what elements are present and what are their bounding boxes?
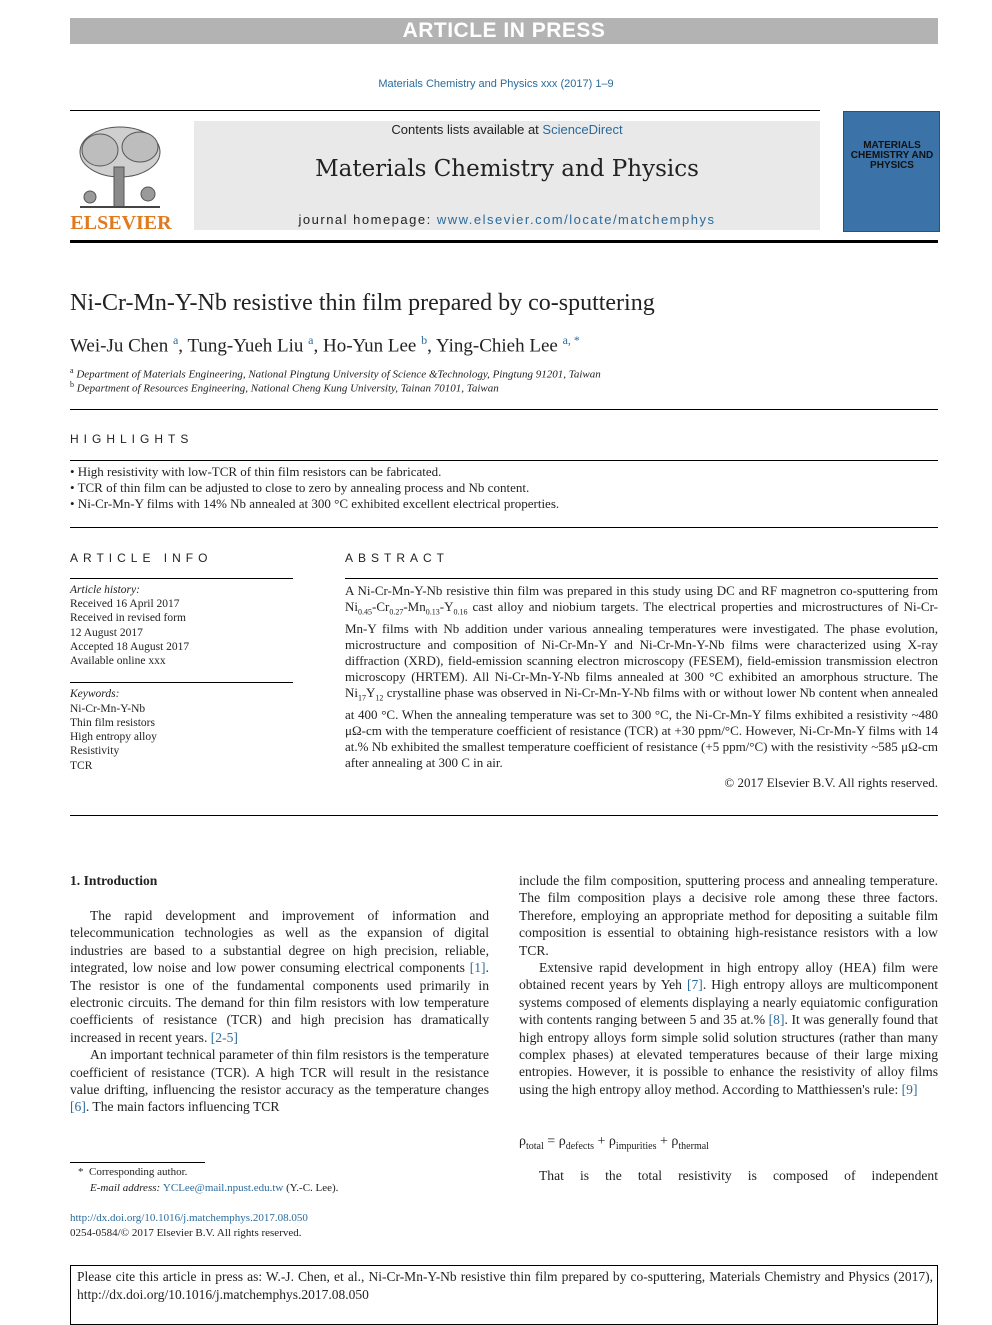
history-line: 12 August 2017 [70,627,143,639]
highlights-rule-bottom [70,527,938,528]
abstract-heading: ABSTRACT [345,551,450,565]
journal-citation-line[interactable]: Materials Chemistry and Physics xxx (2017) 1–9 [378,78,614,90]
affiliation-a [70,366,601,381]
author-name[interactable]: Tung-Yueh Liu [187,335,304,357]
history-line: Accepted 18 August 2017 [70,641,190,653]
reference-link[interactable]: [6] [70,1099,86,1115]
footnote-rule [70,1162,205,1163]
author-affiliation-mark[interactable]: a [172,333,179,347]
highlight-item: • Ni-Cr-Mn-Y films with 14% Nb annealed at 300 °C exhibited excellent electrical properties. [70,496,560,511]
reference-link[interactable]: [8] [768,1012,785,1028]
affiliation-mark: a [70,366,74,375]
affiliation-mark: b [70,380,74,389]
history-line: Received in revised form [70,612,186,624]
doi-link[interactable]: http://dx.doi.org/10.1016/j.matchemphys.2017.08.050 [70,1212,308,1224]
highlights-rule-top [70,460,938,461]
highlight-item: • TCR of thin film can be adjusted to close to zero by annealing process and Nb content. [70,480,530,495]
right-column-continuation: That is the total resistivity is composed of independent [539,1168,938,1183]
keyword: Ni-Cr-Mn-Y-Nb [70,703,146,715]
sciencedirect-link[interactable]: ScienceDirect [542,122,623,137]
author-name[interactable]: Ho-Yun Lee [322,335,417,357]
email-link[interactable]: YCLee@mail.npust.edu.tw [162,1182,284,1194]
journal-cover-title: MATERIALS CHEMISTRY AND PHYSICS [850,140,934,171]
affiliation-text: Department of Materials Engineering, National Pingtung University of Science &Technology, Pingtung 91201, Taiwan [76,368,601,381]
issn-line: 0254-0584/© 2017 Elsevier B.V. All rights reserved. [70,1227,302,1239]
reference-link[interactable]: [2-5] [210,1029,238,1045]
affiliation-text: Department of Resources Engineering, National Cheng Kung University, Tainan 70101, Taiwan [76,382,499,395]
reference-link[interactable]: [7] [686,977,703,993]
keywords-rule [70,682,293,683]
keyword: Thin film resistors [70,717,155,729]
journal-homepage [194,212,820,227]
contents-available [194,122,820,137]
history-line: Available online xxx [70,655,166,667]
history-line: Received 16 April 2017 [70,598,180,610]
highlight-item: • High resistivity with low-TCR of thin film resistors can be fabricated. [70,464,442,479]
keyword: Resistivity [70,745,120,757]
introduction-heading: 1. Introduction [70,873,158,888]
homepage-link[interactable]: www.elsevier.com/locate/matchemphys [436,212,716,227]
matthiessen-rule-formula: $\rho_{total} = \rho_{defects} + \rho_{impurities} + \rho_{thermal}$ [519,1134,709,1152]
left-column-text: The rapid development and improvement of information and telecommunication technologies as well as the expansion of digital industries are based to a substantial degree on high precision, reliable, integrated, low noise and low power consuming electrical components [1]. The resistor is one of the fundamental components used primarily in electronic circuits. The demand for thin film resistors with low temperature coefficients of resistance (TCR) and high precision has dramatically increased in recent years. [2-5] An important technical parameter of thin film resistors is the temperature coefficient of resistance (TCR). A high TCR will result in the resistance value drifting, influencing the resistor accuracy as the temperature changes [6]. The main factors influencing TCR [70,908,489,1115]
history-label: Article history: [70,584,140,596]
author-name[interactable]: Ying-Chieh Lee [435,335,558,357]
contents-prefix: Contents lists available at [391,122,543,137]
author-affiliation-mark[interactable]: b [421,333,428,347]
journal-title: Materials Chemistry and Physics [315,156,699,182]
email-note: E-mail address: YCLee@mail.npust.edu.tw (Y.-C. Lee). [90,1182,339,1194]
author-list: Wei-Ju Chen $^a$, Tung-Yueh Liu $^a$, Ho-Yun Lee $^b$, Ying-Chieh Lee $^{a, *}$ [70,333,580,357]
affiliation-b [70,380,499,395]
corresponding-author-note: * Corresponding author. [78,1166,188,1178]
right-column-text: include the film composition, sputtering process and annealing temperature. The film composition plays a decisive role among these three factors. Therefore, employing an appropriate method for depositing a suitable film composition is essential to obtaining high-resistance resistors with a low TCR. Extensive rapid development in high entropy alloy (HEA) film were obtained recent years by Yeh [7]. High entropy alloys are multicomponent systems composed of elements displaying a nearly equiatomic configuration with contents ranging between 5 and 35 at.% [8]. It was generally found that high entropy alloys form simple solid solution structures (rather than many complex phases) at elevated temperatures because of their large mixing entropies. However, it is possible to enhance the resistivity of alloy films using the high entropy alloy method. According to Matthiessen's rule: [9] [519,873,938,1097]
journal-cover-image[interactable] [843,111,940,232]
article-info-heading: ARTICLE INFO [70,551,213,565]
abstract-bottom-rule [70,815,938,816]
cite-this-article-text: Please cite this article in press as: W.-J. Chen, et al., Ni-Cr-Mn-Y-Nb resistive thin film prepared by co-sputtering, Materials Chemistry and Physics (2017), http://dx.doi.org/10.1016/j.matchemphys.2017.08.050 [77,1269,933,1302]
article-in-press-banner: ARTICLE IN PRESS [70,18,938,44]
reference-link[interactable]: [1] [469,960,486,976]
header-rule [70,110,820,111]
author-name[interactable]: Wei-Ju Chen [70,335,169,357]
homepage-prefix: journal homepage: [298,212,437,227]
author-affiliation-mark[interactable]: a [308,333,314,347]
header-thick-rule [70,240,938,243]
copyright-line: © 2017 Elsevier B.V. All rights reserved. [724,775,938,790]
affiliation-rule [70,409,938,410]
keywords-label: Keywords: [70,688,120,700]
article-info-rule [70,578,293,579]
highlights-heading: HIGHLIGHTS [70,432,194,446]
elsevier-wordmark: ELSEVIER [70,212,172,234]
abstract-text: A Ni-Cr-Mn-Y-Nb resistive thin film was prepared in this study using DC and RF magnetron co-sputtering from $Ni_{0.45}-Cr_{0.27}-Mn_{0.13}-Y_{0.16}$ cast alloy and niobium targets. The electrical properties and microstructures of Ni-Cr-Mn-Y films with Nb addition under various annealing temperatures were investigated. The phase evolution, microstructure and composition of Ni-Cr-Mn-Y and Ni-Cr-Mn-Y-Nb films were characterized using X-ray diffraction (XRD), field-emission scanning electron microscopy (FESEM), field-emission transmission electron microscopy (HRTEM). All Ni-Cr-Mn-Y-Nb films annealed at 300 °C exhibited an amorphous structure. The $Ni_{17}Y_{12}$ crystalline phase was observed in Ni-Cr-Mn-Y-Nb films with or without lower Nb content when annealed at 400 °C. When the annealing temperature was set to 300 °C, the Ni-Cr-Mn-Y films exhibited a resistivity ~480 μΩ-cm with the temperature coefficient of resistance (TCR) at +30 ppm/°C. However, Ni-Cr-Mn-Y films with 14 at.% Nb exhibited the smallest temperature coefficient of resistance (+5 ppm/°C) with the resistivity ~585 μΩ-cm after annealing at 300 C in air. [345,583,938,771]
abstract-rule [345,578,938,579]
keyword: High entropy alloy [70,731,157,743]
article-title: Ni-Cr-Mn-Y-Nb resistive thin film prepared by co-sputtering [70,290,655,316]
keyword: TCR [70,760,93,772]
author-affiliation-mark[interactable]: a, * [562,333,580,347]
reference-link[interactable]: [9] [901,1081,918,1097]
